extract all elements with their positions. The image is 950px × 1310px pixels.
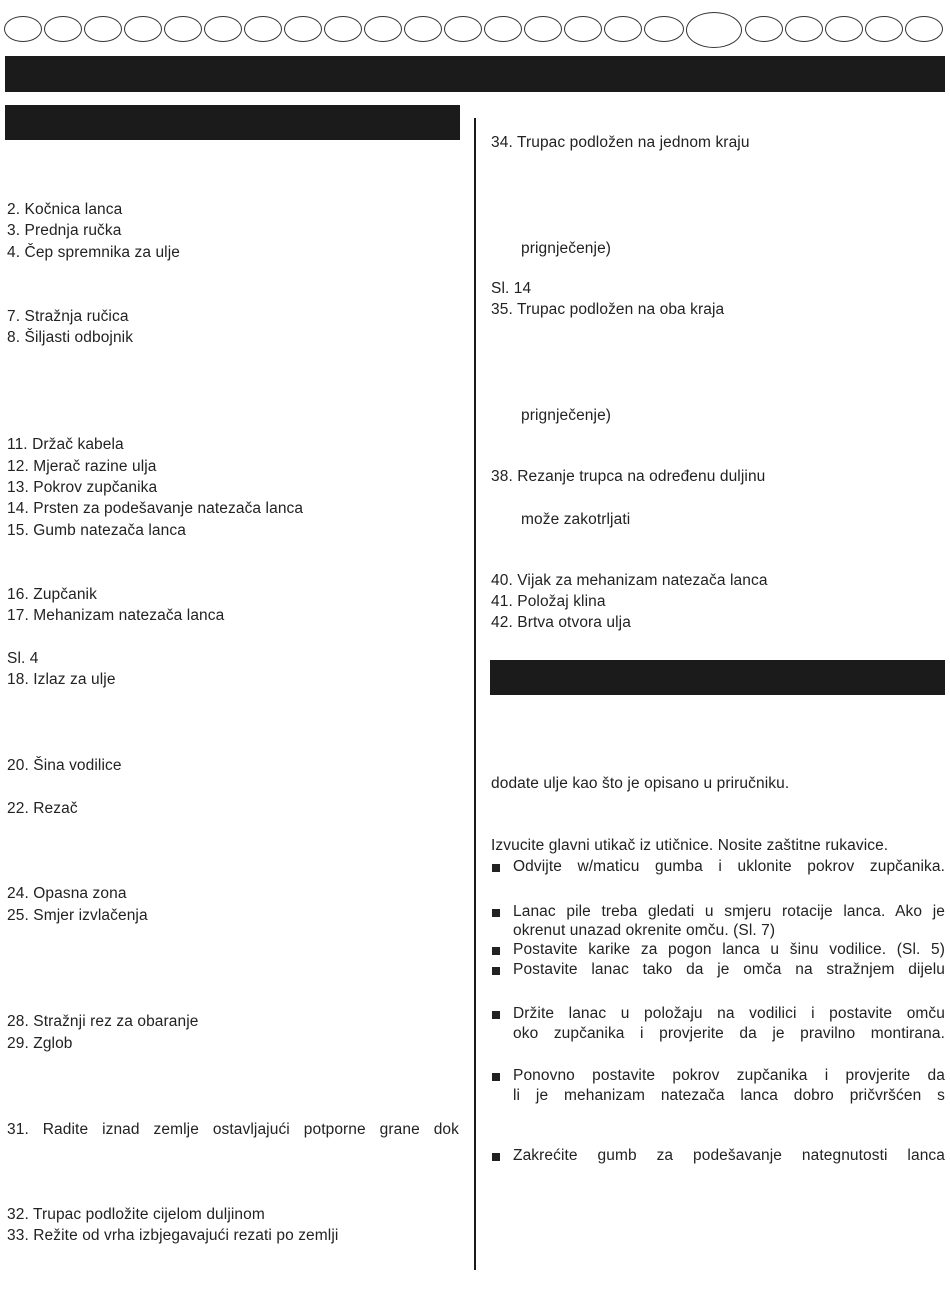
bullet-text: okrenut unazad okrenite omču. (Sl. 7) xyxy=(513,922,776,939)
part-item: 15. Gumb natezača lanca xyxy=(7,522,186,539)
bullet-text: Postavite lanac tako da je omča na stražnjem dijelu xyxy=(513,961,945,978)
part-item: 41. Položaj klina xyxy=(491,593,606,610)
page-tab xyxy=(4,16,42,42)
paragraph-text: dodate ulje kao što je opisano u priručniku. xyxy=(491,775,790,792)
page-header-bar xyxy=(5,56,945,92)
bullet-icon xyxy=(492,1073,500,1081)
column-divider xyxy=(474,118,476,1270)
bullet-icon xyxy=(492,864,500,872)
page-tab xyxy=(284,16,322,42)
page-tab xyxy=(484,16,522,42)
part-item: 28. Stražnji rez za obaranje xyxy=(7,1013,199,1030)
bullet-text: Postavite karike za pogon lanca u šinu vodilice. (Sl. 5) xyxy=(513,941,945,958)
page-tab xyxy=(825,16,863,42)
part-item: 42. Brtva otvora ulja xyxy=(491,614,631,631)
part-item: 12. Mjerač razine ulja xyxy=(7,458,157,475)
page-tab xyxy=(164,16,202,42)
bullet-text: Odvijte w/maticu gumba i uklonite pokrov zupčanika. xyxy=(513,858,945,875)
part-item: 2. Kočnica lanca xyxy=(7,201,123,218)
bullet-text: li je mehanizam natezača lanca dobro pričvršćen s xyxy=(513,1087,945,1104)
bullet-text: oko zupčanika i provjerite da je pravilno montirana. xyxy=(513,1025,945,1042)
part-item: 7. Stražnja ručica xyxy=(7,308,129,325)
part-item: 8. Šiljasti odbojnik xyxy=(7,329,134,346)
page-tab xyxy=(444,16,482,42)
page-tab xyxy=(124,16,162,42)
bullet-icon xyxy=(492,1011,500,1019)
bullet-text: Držite lanac u položaju na vodilici i postavite omču xyxy=(513,1005,945,1022)
part-item: 4. Čep spremnika za ulje xyxy=(7,244,180,261)
page-tab xyxy=(905,16,943,42)
bullet-icon xyxy=(492,967,500,975)
page-tab xyxy=(84,16,122,42)
right-section-header-bar xyxy=(490,660,945,695)
figure-label: Sl. 4 xyxy=(7,650,39,667)
left-section-header-bar xyxy=(5,105,460,140)
bullet-icon xyxy=(492,947,500,955)
page-tab xyxy=(604,16,642,42)
continuation-text: može zakotrljati xyxy=(521,511,631,528)
page-tab xyxy=(44,16,82,42)
page-tab xyxy=(745,16,783,42)
bullet-text: Ponovno postavite pokrov zupčanika i provjerite da xyxy=(513,1067,945,1084)
page-tab-active xyxy=(686,12,742,48)
continuation-text: prignječenje) xyxy=(521,407,612,424)
page-tab-strip xyxy=(4,12,948,48)
page-tab xyxy=(785,16,823,42)
figure-label: Sl. 14 xyxy=(491,280,532,297)
page-tab xyxy=(364,16,402,42)
part-item: 33. Režite od vrha izbjegavajući rezati po zemlji xyxy=(7,1227,339,1244)
page-tab xyxy=(324,16,362,42)
part-item: 20. Šina vodilice xyxy=(7,757,122,774)
part-item: 38. Rezanje trupca na određenu duljinu xyxy=(491,468,766,485)
page-tab xyxy=(244,16,282,42)
part-item: 22. Rezač xyxy=(7,800,78,817)
bullet-icon xyxy=(492,909,500,917)
continuation-text: prignječenje) xyxy=(521,240,612,257)
page-tab xyxy=(204,16,242,42)
part-item: 35. Trupac podložen na oba kraja xyxy=(491,301,725,318)
part-item: 32. Trupac podložite cijelom duljinom xyxy=(7,1206,265,1223)
page-tab xyxy=(865,16,903,42)
page-tab xyxy=(644,16,684,42)
part-item: 3. Prednja ručka xyxy=(7,222,122,239)
page-tab xyxy=(524,16,562,42)
bullet-text: Lanac pile treba gledati u smjeru rotacije lanca. Ako je xyxy=(513,903,945,920)
part-item: 13. Pokrov zupčanika xyxy=(7,479,158,496)
part-item: 16. Zupčanik xyxy=(7,586,97,603)
part-item: 31. Radite iznad zemlje ostavljajući potporne grane dok xyxy=(7,1121,459,1138)
part-item: 18. Izlaz za ulje xyxy=(7,671,116,688)
paragraph-text: Izvucite glavni utikač iz utičnice. Nosite zaštitne rukavice. xyxy=(491,837,889,854)
bullet-icon xyxy=(492,1153,500,1161)
part-item: 14. Prsten za podešavanje natezača lanca xyxy=(7,500,304,517)
bullet-text: Zakrećite gumb za podešavanje nategnutosti lanca xyxy=(513,1147,945,1164)
part-item: 40. Vijak za mehanizam natezača lanca xyxy=(491,572,768,589)
part-item: 11. Držač kabela xyxy=(7,436,124,453)
part-item: 17. Mehanizam natezača lanca xyxy=(7,607,225,624)
part-item: 24. Opasna zona xyxy=(7,885,127,902)
part-item: 29. Zglob xyxy=(7,1035,73,1052)
page-tab xyxy=(564,16,602,42)
page-tab xyxy=(404,16,442,42)
part-item: 25. Smjer izvlačenja xyxy=(7,907,148,924)
part-item: 34. Trupac podložen na jednom kraju xyxy=(491,134,750,151)
